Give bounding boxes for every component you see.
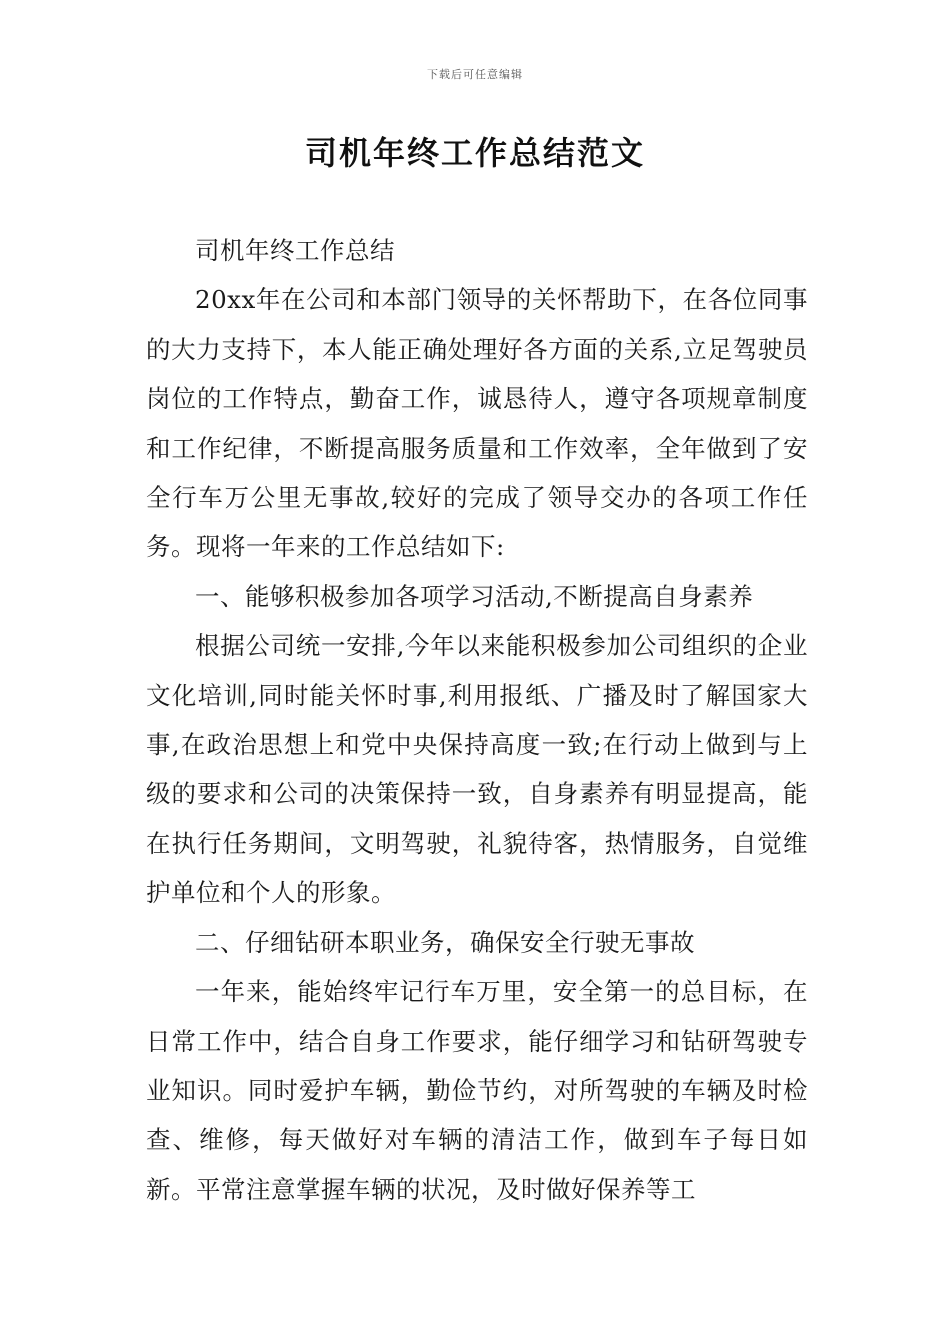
document-body <box>146 226 808 1214</box>
intro-paragraph: 20xx年在公司和本部门领导的关怀帮助下，在各位同事的大力支持下，本人能正确处理好各方面的关系,立足驾驶员岗位的工作特点，勤奋工作，诚恳待人，遵守各项规章制度和工作纪律，不断提高服务质量和工作效率，全年做到了安全行车万公里无事故,较好的完成了领导交办的各项工作任务。现将一年来的工作总结如下: <box>146 285 808 562</box>
document-title: 司机年终工作总结范文 <box>304 134 645 172</box>
section-heading-1: 一、能够积极参加各项学习活动,不断提高自身素养 <box>195 581 754 611</box>
subtitle-paragraph: 司机年终工作总结 <box>195 236 395 265</box>
section-2-paragraph: 一年来，能始终牢记行车万里，安全第一的总目标，在日常工作中，结合自身工作要求，能仔细学习和钻研驾驶专业知识。同时爱护车辆，勤俭节约，对所驾驶的车辆及时检查、维修，每天做好对车辆的清洁工作，做到车子每日如新。平常注意掌握车辆的状况，及时做好保养等工 <box>146 977 808 1204</box>
header-note: 下载后可任意编辑 <box>427 68 523 81</box>
section-heading-2: 二、仔细钻研本职业务，确保安全行驶无事故 <box>195 927 695 957</box>
section-1-paragraph: 根据公司统一安排,今年以来能积极参加公司组织的企业文化培训,同时能关怀时事,利用报纸、广播及时了解国家大事,在政治思想上和党中央保持高度一致;在行动上做到与上级的要求和公司的决策保持一致，自身素养有明显提高，能在执行任务期间，文明驾驶，礼貌待客，热情服务，自觉维护单位和个人的形象。 <box>146 631 808 908</box>
